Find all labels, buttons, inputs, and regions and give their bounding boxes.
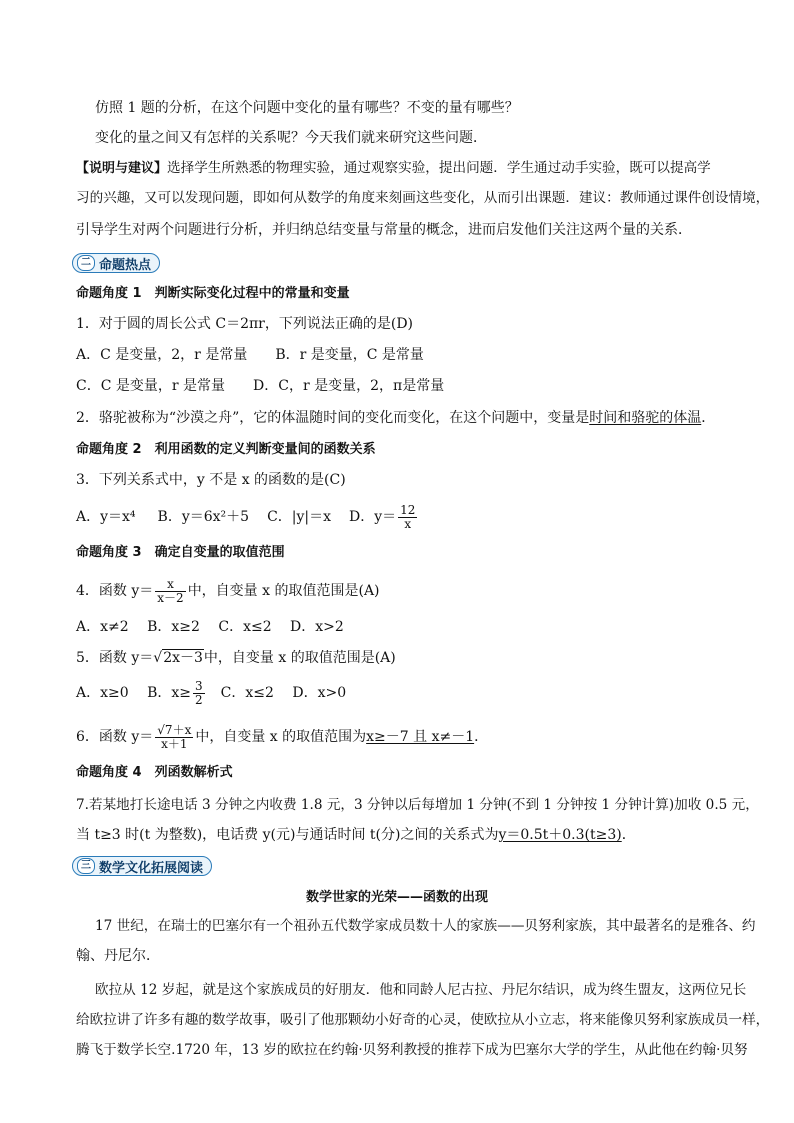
reading-paragraph-2-line-2: 给欧拉讲了许多有趣的数学故事，吸引了他那颗幼小好奇的心灵，使欧拉从小立志，将来能像贝努利家族成员一样，	[76, 1012, 770, 1028]
fraction-sqrt-7-plus-x-over-x-plus-1: $\frac{√7+x}{x+1}$	[157, 722, 192, 751]
note-paragraph-line-2: 习的兴趣，又可以发现问题，即如何从数学的角度来刻画这些变化，从而引出课题．建议：教师通过课件创设情境，	[76, 190, 770, 206]
section-banner-hot-topics	[72, 253, 160, 273]
intro-line-1: 仿照 1 题的分析，在这个问题中变化的量有哪些？不变的量有哪些？	[95, 100, 519, 116]
question-7-line-1: 7.若某地打长途电话 3 分钟之内收费 1.8 元，3 分钟以后每增加 1 分钟(不到 1 分钟按 1 分钟计算)加收 0.5 元，	[76, 797, 759, 813]
intro-line-2: 变化的量之间又有怎样的关系呢？今天我们就来研究这些问题．	[95, 130, 487, 146]
note-text-1: 选择学生所熟悉的物理实验，通过观察实验，提出问题．学生通过动手实验，既可以提高学	[167, 160, 711, 176]
question-1-options-ab: A．C 是变量，2，r 是常量 B．r 是变量，C 是常量	[76, 347, 424, 363]
section-title: 命题热点	[99, 257, 152, 273]
question-1-options-cd: C．C 是变量，r 是常量 D．C，r 是变量，2，π是常量	[76, 378, 445, 394]
question-5-options: A．x≥0 B．x≥ $\frac{3}{2}$ C．x≤2 D．x>0	[76, 678, 347, 707]
question-4: 4．函数 y＝ $\frac{x}{x-2}$ 中，自变量 x 的取值范围是(A)	[76, 576, 380, 605]
angle-1-title: 命题角度 1 判断实际变化过程中的常量和变量	[76, 286, 350, 301]
angle-4-title: 命题角度 4 列函数解析式	[76, 765, 233, 780]
question-3: 3．下列关系式中，y 不是 x 的函数的是(C)	[76, 472, 346, 488]
question-7-line-2: 当 t≥3 时(t 为整数)，电话费 y(元)与通话时间 t(分)之间的关系式为y＝0.5t＋0.3(t≥3)．	[76, 827, 636, 843]
reading-paragraph-2-line-3: 腾飞于数学长空.1720 年，13 岁的欧拉在约翰·贝努利教授的推荐下成为巴塞尔大学的学生，从此他在约翰·贝努	[76, 1042, 748, 1058]
question-1: 1．对于圆的周长公式 C＝2πr，下列说法正确的是(D)	[76, 316, 414, 332]
fraction-12-over-x: $\frac{12}{x}$	[400, 502, 416, 531]
radicand: 2x－3	[163, 650, 203, 666]
fraction-x-over-x-minus-2: $\frac{x}{x-2}$	[157, 576, 184, 605]
reading-paragraph-1-line-1: 17 世纪，在瑞士的巴塞尔有一个祖孙五代数学家成员数十人的家族——贝努利家族，其中最著名的是雅各、约	[95, 918, 756, 934]
section-number-badge: 二	[77, 255, 95, 271]
reading-title: 数学世家的光荣——函数的出现	[305, 890, 488, 905]
question-3-options: A．y＝x⁴ B．y＝6x²＋5 C．|y|＝x D．y＝ $\frac{12}{x}$	[76, 502, 416, 531]
question-4-options: A．x≠2 B．x≥2 C．x≤2 D．x>2	[76, 619, 344, 635]
angle-2-title: 命题角度 2 利用函数的定义判断变量间的函数关系	[76, 442, 376, 457]
section-banner-math-culture	[72, 856, 212, 876]
fraction-3-over-2: $\frac{3}{2}$	[195, 678, 203, 707]
note-paragraph-line-1	[76, 158, 711, 179]
question-2-answer: 时间和骆驼的体温	[589, 410, 702, 426]
question-6-answer: x≥－7 且 x≠－1	[366, 729, 475, 745]
reading-paragraph-2-line-1: 欧拉从 12 岁起，就是这个家族成员的好朋友．他和同龄人尼古拉、丹尼尔结识，成为终生盟友，这两位兄长	[95, 982, 747, 998]
section-title: 数学文化拓展阅读	[99, 860, 204, 876]
section-number-badge: 三	[77, 858, 95, 874]
question-7-answer: y＝0.5t＋0.3(t≥3)	[498, 827, 622, 843]
question-6: 6．函数 y＝ $\frac{√7+x}{x+1}$ 中，自变量 x 的取值范围为 x≥－7 且 x≠－1 ．	[76, 722, 489, 751]
question-5: 5．函数 y＝√2x－3中，自变量 x 的取值范围是(A)	[76, 650, 396, 666]
reading-paragraph-1-line-2: 翰、丹尼尔．	[76, 948, 160, 964]
question-2: 2．骆驼被称为“沙漠之舟”，它的体温随时间的变化而变化，在这个问题中，变量是时间和骆驼的体温．	[76, 410, 716, 426]
angle-3-title: 命题角度 3 确定自变量的取值范围	[76, 545, 285, 560]
note-paragraph-line-3: 引导学生对两个问题进行分析，并归纳总结变量与常量的概念，进而启发他们关注这两个量的关系．	[76, 222, 692, 238]
note-label: 【说明与建议】	[76, 161, 168, 176]
